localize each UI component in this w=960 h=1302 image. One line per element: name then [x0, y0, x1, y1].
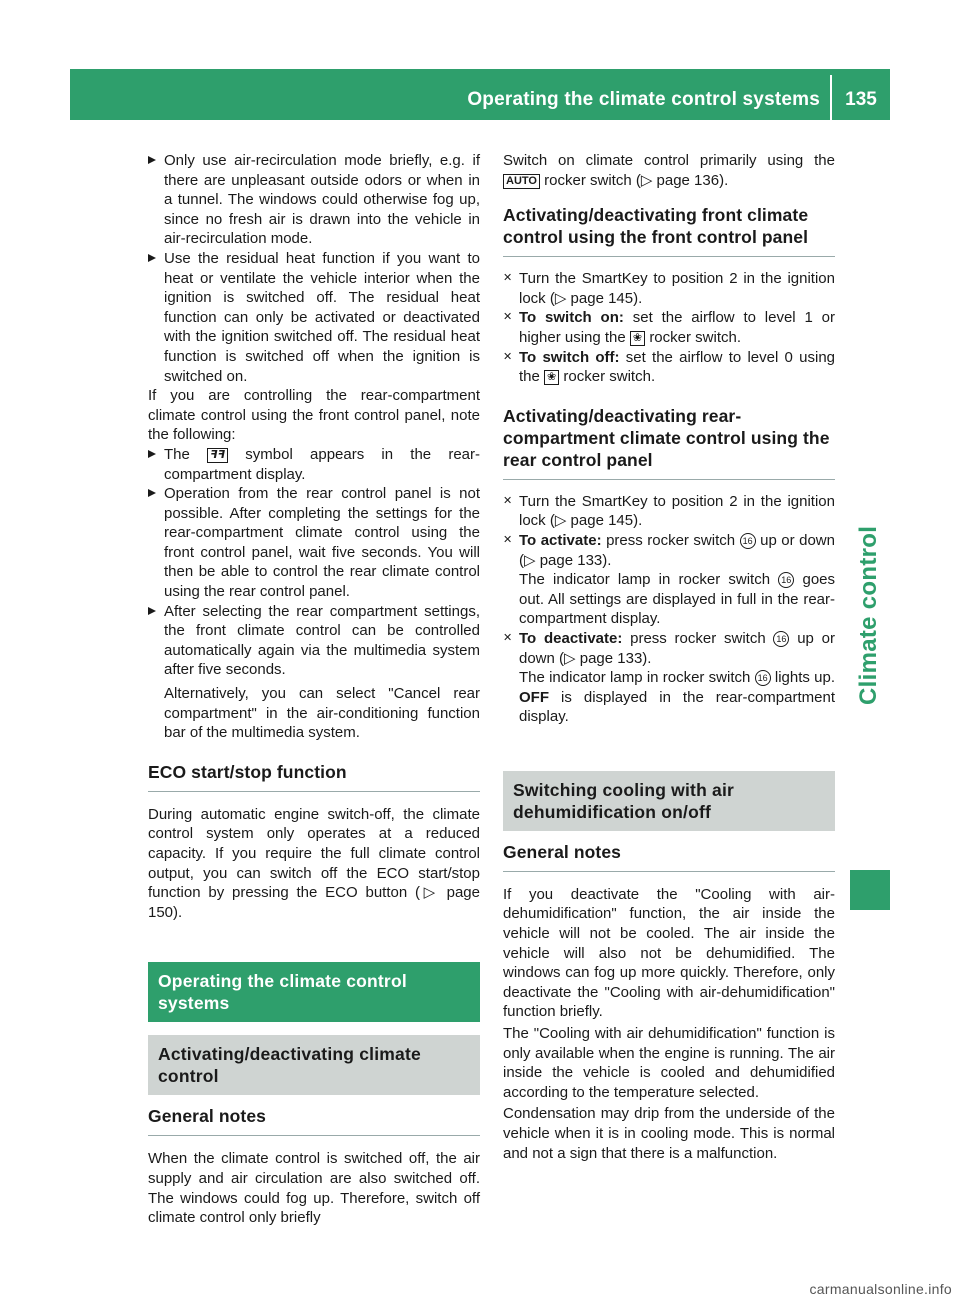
watermark: carmanualsonline.info [809, 1281, 952, 1297]
rocker-switch-marker: 16 [755, 670, 771, 686]
step-text: lights up. [774, 669, 836, 687]
step-lead: To switch on: [519, 309, 624, 327]
step-text: The indicator lamp in rocker switch [519, 571, 771, 589]
off-label: OFF [519, 688, 549, 706]
rear-heading: Activating/deactivating rear-compartment climate control using the rear control panel [503, 405, 835, 480]
step-lead: To deactivate: [519, 629, 623, 647]
step-text: Turn the SmartKey to position 2 in the ignition lock (▷ page 145). [519, 492, 835, 530]
section-title-operating: Operating the climate control systems [148, 962, 480, 1022]
step-text: Turn the SmartKey to position 2 in the ignition lock (▷ page 145). [519, 270, 835, 307]
step-text: goes out. All settings are displayed in full in the rear-compartment display. [519, 571, 836, 628]
page-title: Operating the climate control systems [467, 89, 820, 110]
list-item: Only use air-recirculation mode briefly, e.g. if there are unpleasant outside odors or when in a tunnel. The windows could otherwise fog up, since no fresh air is drawn into the vehicle in air-recirculation mode. [148, 151, 480, 249]
step-lead: To activate: [519, 531, 602, 549]
general-notes-heading: General notes [503, 841, 835, 872]
text-fragment: rocker switch (▷ page 136). [544, 171, 729, 189]
rear-climate-icon: ꟻꟻ [207, 448, 228, 463]
paragraph: Condensation may drip from the underside of the vehicle when it is in cooling mode. This is normal and not a sign that there is a malfunction. [503, 1105, 835, 1162]
step-text: rocker switch. [563, 368, 656, 386]
intro-text [503, 151, 835, 190]
step-item [503, 308, 835, 347]
list-item: After selecting the rear compartment settings, the front climate control can be controlled automatically again via the multimedia system after five seconds. [148, 602, 480, 680]
page-number: 135 [845, 89, 877, 110]
fan-icon: ❀ [630, 331, 645, 346]
step-text: The indicator lamp in rocker switch [519, 669, 751, 687]
step-text: up or down (▷ page 133). [519, 531, 835, 569]
step-lead: To switch off: [519, 348, 620, 366]
paragraph: The "Cooling with air dehumidification" function is only available when the engine is running. The air inside the vehicle is cooled and dehumidified according to the temperature selected. [503, 1025, 835, 1101]
eco-text: During automatic engine switch-off, the climate control system only operates at a reduced capacity. If you require the full climate control output, you can switch off the ECO start/stop function by pressing the ECO button (▷ page 150). [148, 805, 480, 921]
right-column [503, 151, 835, 1163]
step-item [503, 492, 835, 531]
rocker-switch-marker: 16 [740, 533, 756, 549]
general-notes-text: When the climate control is switched off, the air supply and air circulation are also switched off. The windows could fog up. Therefore, switch off climate control only briefly [148, 1150, 480, 1227]
side-tab-label: Climate control [855, 525, 882, 705]
step-item [503, 348, 835, 387]
header-bar [70, 69, 890, 120]
rocker-switch-marker: 16 [773, 631, 789, 647]
text-fragment: The [164, 445, 190, 463]
left-column [148, 151, 480, 1228]
step-text: is displayed in the rear-compartment display. [519, 688, 835, 726]
text-fragment: symbol appears in the rear-compartment display. [164, 445, 480, 483]
rocker-switch-marker: 16 [778, 572, 794, 588]
step-text: rocker switch. [649, 328, 741, 346]
step-item [503, 269, 835, 308]
eco-heading: ECO start/stop function [148, 761, 480, 792]
step-text: set the airflow to level 1 or higher using the [519, 309, 835, 346]
text-fragment: Switch on climate control primarily using the [503, 152, 835, 169]
list-item [148, 445, 480, 484]
front-heading: Activating/deactivating front climate control using the front control panel [503, 204, 835, 257]
section-title-activating: Activating/deactivating climate control [148, 1035, 480, 1095]
list-item: Use the residual heat function if you want to heat or ventilate the vehicle interior when the ignition is switched off. The residual heat function can only be activated or deactivated with the ignition switched off. The residual heat function is switched off when the ignition is switched on. [148, 249, 480, 386]
list-item-note: Alternatively, you can select "Cancel rear compartment" in the air-conditioning function bar of the multimedia system. [164, 685, 480, 742]
list-item: Operation from the rear control panel is not possible. After completing the settings for the rear-compartment climate control using the front control panel, wait five seconds. You will then be able to control the rear climate control using the rear control panel. [148, 484, 480, 602]
side-tab-marker [850, 870, 890, 910]
rear-intro: If you are controlling the rear-compartment climate control using the front control panel, note the following: [148, 387, 480, 444]
step-text: press rocker switch [630, 629, 766, 647]
general-notes-heading: General notes [148, 1105, 480, 1136]
step-text: press rocker switch [606, 531, 736, 549]
step-item [503, 531, 835, 629]
fan-icon: ❀ [544, 370, 559, 385]
paragraph: If you deactivate the "Cooling with air-dehumidification" function, the air inside the vehicle will not be cooled. The air inside the vehicle will also not be dehumidified. The windows can fog up more quickly. Therefore, only deactivate the "Cooling with air-dehumidification" function briefly. [503, 885, 835, 1021]
section-title-cooling: Switching cooling with air dehumidification on/off [503, 771, 835, 831]
auto-icon: AUTO [503, 174, 540, 189]
step-text: set the airflow to level 0 using the [519, 348, 836, 386]
step-item [503, 629, 835, 727]
step-text: up or down (▷ page 133). [519, 629, 835, 667]
